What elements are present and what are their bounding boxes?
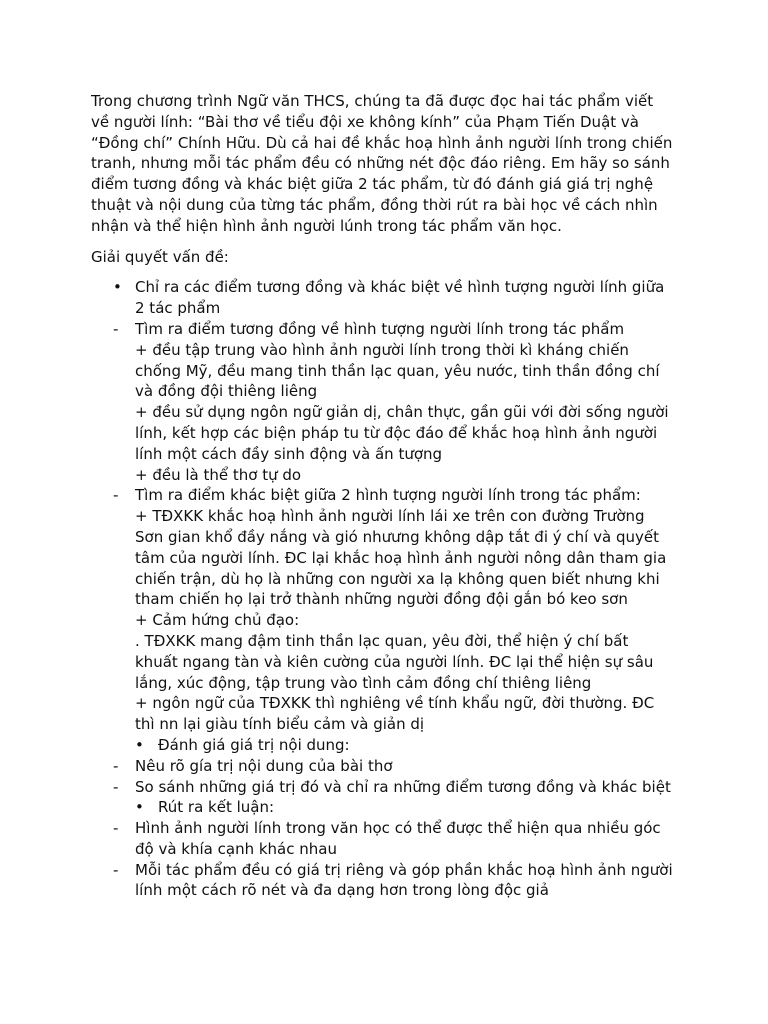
intro-line: tranh, nhưng mỗi tác phẩm đều có những nét độc đáo riêng. Em hãy so sánh	[91, 154, 670, 173]
item-line: chống Mỹ, đều mang tinh thần lạc quan, yêu nước, tinh thần đồng chí	[135, 361, 660, 380]
bullet-marker: •	[135, 735, 144, 754]
item-line: tâm của người lính. ĐC lại khắc hoạ hình ảnh người nông dân tham gia	[135, 548, 667, 567]
item-line: + ngôn ngữ của TĐXKK thì nghiêng về tính khẩu ngữ, đời thường. ĐC	[135, 694, 655, 713]
item-line: 2 tác phẩm	[135, 299, 221, 318]
intro-line: “Đồng chí” Chính Hữu. Dù cả hai đề khắc hoạ hình ảnh người lính trong chiến	[91, 133, 673, 152]
item-line: lắng, xúc động, tập trung vào tình cảm đồng chí thiêng liêng	[135, 673, 592, 692]
item-line: + đều là thể thơ tự do	[135, 465, 302, 484]
item-line: Đánh giá giá trị nội dung:	[158, 735, 350, 754]
item-line: So sánh những giá trị đó và chỉ ra những điểm tương đồng và khác biệt	[135, 777, 671, 796]
bullet-marker: •	[135, 798, 144, 817]
intro-line: điểm tương đồng và khác biệt giữa 2 tác phẩm, từ đó đánh giá giá trị nghệ	[91, 175, 654, 194]
item-line: + TĐXKK khắc hoạ hình ảnh người lính lái xe trên con đường Trường	[135, 507, 645, 526]
intro-paragraph	[91, 91, 691, 237]
intro-line: về người lính: “Bài thơ về tiểu đội xe không kính” của Phạm Tiến Duật và	[91, 112, 639, 131]
item-line: chiến trận, dù họ là những con người xa lạ không quen biết nhưng khi	[135, 569, 660, 588]
document-page	[91, 91, 691, 901]
intro-line: Trong chương trình Ngữ văn THCS, chúng ta đã được đọc hai tác phẩm viết	[91, 92, 654, 110]
dash-marker: -	[113, 319, 119, 338]
dash-item	[91, 818, 691, 860]
item-line: tham chiến họ lại trở thành những người đồng đội gắn bó keo sơn	[135, 590, 628, 609]
item-line: Nêu rõ gía trị nội dung của bài thơ	[135, 756, 393, 775]
item-line: Hình ảnh người lính trong văn học có thể được thể hiện qua nhiều góc	[135, 819, 661, 838]
dash-item	[91, 756, 691, 777]
item-line: + Cảm hứng chủ đạo:	[135, 611, 300, 630]
item-line: + đều tập trung vào hình ảnh người lính trong thời kì kháng chiến	[135, 340, 629, 359]
dash-marker: -	[113, 756, 119, 775]
intro-line: thuật và nội dung của từng tác phẩm, đồng thời rút ra bài học về cách nhìn	[91, 195, 658, 214]
intro-line: nhận và thể hiện hình ảnh người lúnh trong tác phẩm văn học.	[91, 216, 562, 235]
item-line: + đều sử dụng ngôn ngữ giản dị, chân thực, gần gũi với đời sống người	[135, 403, 669, 422]
item-line: lính một cách rõ nét và đa dạng hơn trong lòng độc giả	[135, 881, 549, 900]
bullet-item	[91, 797, 691, 818]
item-line: lính, kết hợp các biện pháp tu từ độc đáo để khắc hoạ hình ảnh người	[135, 423, 658, 442]
dash-marker: -	[113, 486, 119, 505]
section-heading: Giải quyết vấn đề:	[91, 247, 229, 266]
dash-item	[91, 319, 691, 485]
dash-item	[91, 777, 691, 798]
item-line: . TĐXKK mang đậm tinh thần lạc quan, yêu đời, thể hiện ý chí bất	[135, 631, 629, 650]
item-line: khuất ngang tàn và kiên cường của người lính. ĐC lại thể hiện sự sâu	[135, 652, 654, 671]
dash-item	[91, 860, 691, 902]
item-line: Tìm ra điểm tương đồng về hình tượng người lính trong tác phẩm	[135, 319, 625, 338]
dash-marker: -	[113, 860, 119, 879]
item-line: thì nn lại giàu tính biểu cảm và giản dị	[135, 715, 425, 734]
dash-item	[91, 485, 691, 735]
bullet-item	[91, 735, 691, 756]
dash-marker: -	[113, 819, 119, 838]
dash-marker: -	[113, 777, 119, 796]
outline-list	[91, 277, 691, 901]
item-line: Sơn gian khổ đầy nắng và gió nhưưng không dập tắt đi ý chí và quyết	[135, 527, 659, 546]
item-line: và đồng đội thiêng liêng	[135, 382, 318, 401]
item-line: Rút ra kết luận:	[158, 798, 275, 817]
bullet-item	[91, 277, 691, 319]
item-line: Tìm ra điểm khác biệt giữa 2 hình tượng người lính trong tác phẩm:	[135, 486, 641, 505]
item-line: độ và khía cạnh khác nhau	[135, 839, 337, 858]
item-line: lính một cách đầy sinh động và ấn tượng	[135, 444, 443, 463]
item-line: Mỗi tác phẩm đều có giá trị riêng và góp phần khắc hoạ hình ảnh người	[135, 860, 673, 879]
item-line: Chỉ ra các điểm tương đồng và khác biệt về hình tượng người lính giữa	[135, 278, 665, 297]
bullet-marker: •	[113, 278, 122, 297]
